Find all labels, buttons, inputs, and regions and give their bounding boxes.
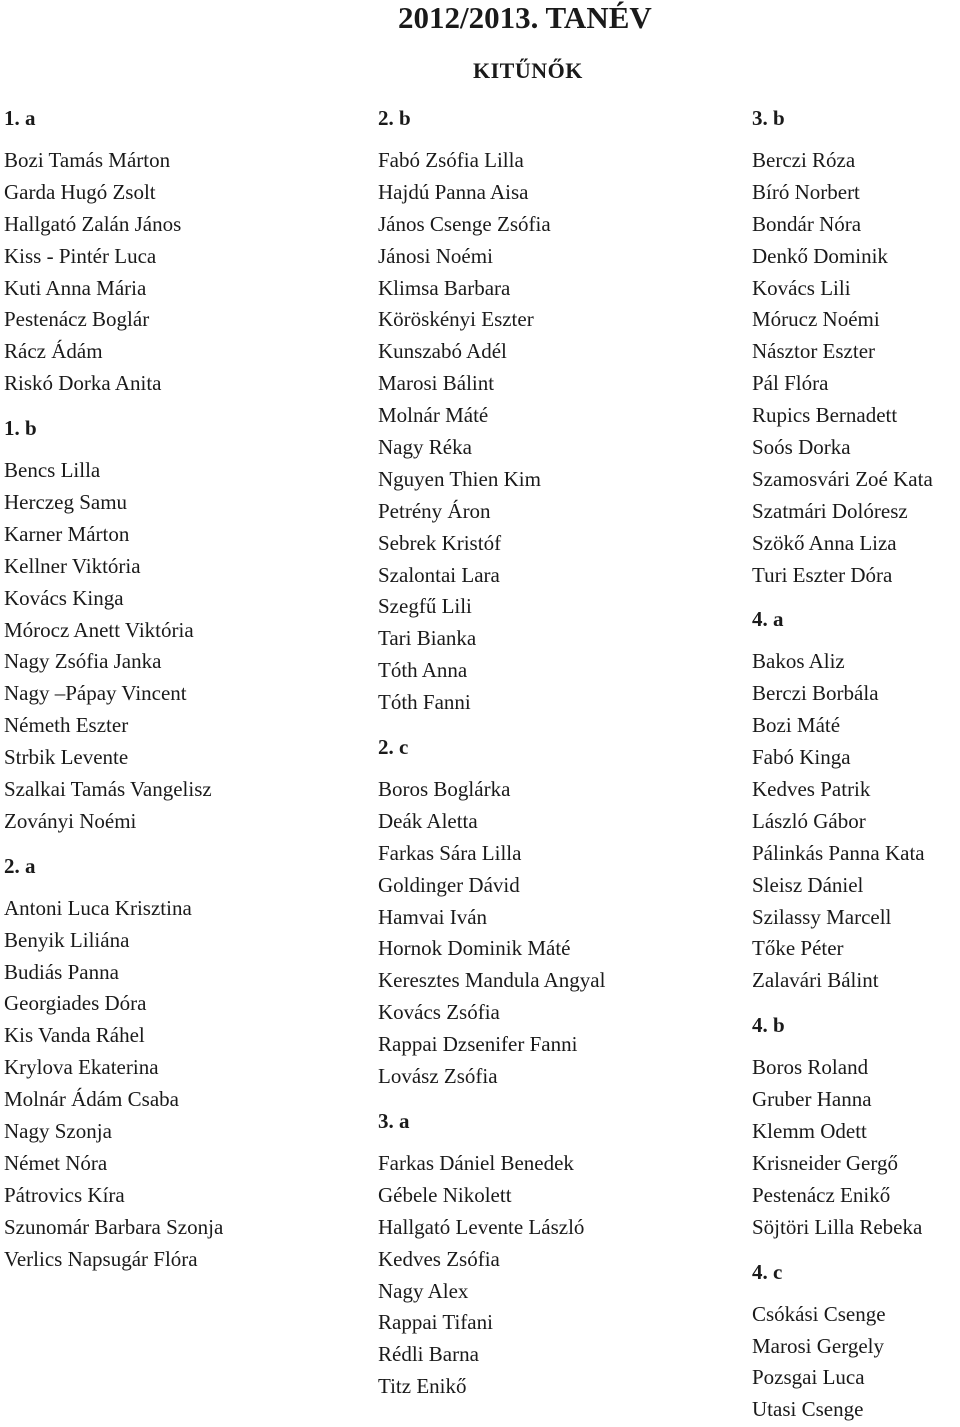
page-title: 2012/2013. TANÉV xyxy=(398,0,652,35)
student-name: Mórucz Noémi xyxy=(752,307,880,332)
student-name: Klimsa Barbara xyxy=(378,275,511,300)
student-name: Kovács Lili xyxy=(752,275,851,300)
student-name: Nagy Alex xyxy=(378,1278,469,1303)
student-name: Sebrek Kristóf xyxy=(378,530,502,555)
student-name: Nagy Szonja xyxy=(4,1119,112,1144)
class-heading: 2. b xyxy=(378,106,411,130)
student-name: Denkő Dominik xyxy=(752,243,888,268)
student-name: Kuti Anna Mária xyxy=(4,275,147,300)
class-section xyxy=(752,1009,933,1243)
class-heading: 1. b xyxy=(4,416,37,441)
student-name: Sleisz Dániel xyxy=(752,872,864,897)
student-name: Szamosvári Zoé Kata xyxy=(752,466,933,491)
student-name: Kis Vanda Ráhel xyxy=(4,1023,145,1048)
column-1 xyxy=(4,102,223,1276)
student-name: Rappai Tifani xyxy=(378,1310,493,1335)
student-list xyxy=(4,145,223,400)
student-name: Bencs Lilla xyxy=(4,458,101,483)
student-name: Molnár Ádám Csaba xyxy=(4,1087,179,1112)
class-heading: 4. b xyxy=(752,1013,785,1038)
student-name: Kedves Zsófia xyxy=(378,1246,500,1271)
student-list xyxy=(378,1148,605,1403)
student-name: Riskó Dorka Anita xyxy=(4,371,162,396)
class-heading: 2. a xyxy=(4,853,36,878)
student-name: Nagy Réka xyxy=(378,435,472,460)
student-name: Zalavári Bálint xyxy=(752,968,879,993)
student-name: Német Nóra xyxy=(4,1150,108,1175)
student-name: Nagy –Pápay Vincent xyxy=(4,681,187,706)
student-name: Bozi Tamás Márton xyxy=(4,148,171,172)
student-name: Bakos Aliz xyxy=(752,649,845,674)
student-name: Hallgató Levente László xyxy=(378,1214,585,1239)
column-2 xyxy=(378,102,605,1403)
student-name: Klemm Odett xyxy=(752,1119,867,1144)
class-section xyxy=(378,1105,605,1403)
student-name: Nguyen Thien Kim xyxy=(378,466,541,491)
student-name: Násztor Eszter xyxy=(752,339,876,364)
class-heading: 3. b xyxy=(752,106,785,130)
class-section xyxy=(752,1256,933,1427)
student-name: Kunszabó Adél xyxy=(378,339,507,364)
student-name: Szökő Anna Liza xyxy=(752,530,897,555)
class-heading: 4. a xyxy=(752,607,784,632)
student-name: Hajdú Panna Aisa xyxy=(378,179,529,204)
student-name: Strbik Levente xyxy=(4,745,129,770)
student-name: Molnár Máté xyxy=(378,403,489,428)
student-name: Rédli Barna xyxy=(378,1342,479,1367)
class-section xyxy=(4,412,223,838)
student-name: Lovász Zsófia xyxy=(378,1064,498,1089)
class-section xyxy=(378,102,605,719)
student-name: Boros Roland xyxy=(752,1055,869,1080)
student-name: Berczi Borbála xyxy=(752,681,879,706)
column-3 xyxy=(752,102,933,1426)
student-name: Szegfű Lili xyxy=(378,594,472,619)
student-name: Turi Eszter Dóra xyxy=(752,562,893,587)
student-name: Deák Aletta xyxy=(378,808,478,833)
student-name: Herczeg Samu xyxy=(4,490,128,515)
student-name: Marosi Bálint xyxy=(378,371,495,396)
student-name: Mórocz Anett Viktória xyxy=(4,617,194,642)
student-name: Tóth Anna xyxy=(378,658,468,683)
student-list xyxy=(752,1299,933,1427)
student-name: Kovács Zsófia xyxy=(378,1000,500,1025)
student-name: Hamvai Iván xyxy=(378,904,488,929)
student-name: Fabó Kinga xyxy=(752,745,851,770)
student-name: Zoványi Noémi xyxy=(4,808,137,833)
student-name: Farkas Sára Lilla xyxy=(378,840,522,865)
class-section xyxy=(4,850,223,1276)
student-list xyxy=(4,893,223,1276)
student-name: Pestenácz Boglár xyxy=(4,307,150,332)
student-name: Farkas Dániel Benedek xyxy=(378,1150,574,1175)
page-subtitle: KITŰNŐK xyxy=(473,58,583,83)
student-name: Szalkai Tamás Vangelisz xyxy=(4,777,212,802)
student-name: Rácz Ádám xyxy=(4,339,103,364)
student-name: Titz Enikő xyxy=(378,1374,467,1399)
student-name: Benyik Liliána xyxy=(4,927,130,952)
student-list xyxy=(4,455,223,838)
student-name: Rupics Bernadett xyxy=(752,403,898,428)
student-name: Soós Dorka xyxy=(752,435,851,460)
student-name: Kovács Kinga xyxy=(4,585,124,610)
student-name: Bozi Máté xyxy=(752,713,841,738)
student-list xyxy=(752,145,933,591)
class-heading: 1. a xyxy=(4,106,36,130)
student-name: Szunomár Barbara Szonja xyxy=(4,1214,224,1239)
student-name: Bíró Norbert xyxy=(752,179,860,204)
student-name: Budiás Panna xyxy=(4,959,119,984)
student-name: Fabó Zsófia Lilla xyxy=(378,148,524,172)
student-name: Söjtöri Lilla Rebeka xyxy=(752,1214,923,1239)
student-name: Karner Márton xyxy=(4,521,130,546)
student-name: Gruber Hanna xyxy=(752,1087,872,1112)
student-name: Kiss - Pintér Luca xyxy=(4,243,157,268)
student-name: Szilassy Marcell xyxy=(752,904,892,929)
student-name: Bondár Nóra xyxy=(752,211,862,236)
student-name: Antoni Luca Krisztina xyxy=(4,895,192,920)
student-name: Georgiades Dóra xyxy=(4,991,147,1016)
student-name: Nagy Zsófia Janka xyxy=(4,649,162,674)
student-list xyxy=(752,1052,933,1243)
student-name: Krisneider Gergő xyxy=(752,1150,898,1175)
student-name: Szatmári Dolóresz xyxy=(752,498,908,523)
student-name: Németh Eszter xyxy=(4,713,129,738)
student-name: Pálinkás Panna Kata xyxy=(752,840,925,865)
student-name: Jánosi Noémi xyxy=(378,243,493,268)
student-name: Gébele Nikolett xyxy=(378,1182,512,1207)
class-heading: 4. c xyxy=(752,1259,783,1284)
student-name: Tóth Fanni xyxy=(378,690,471,715)
class-heading: 3. a xyxy=(378,1108,410,1133)
class-section xyxy=(752,603,933,997)
student-name: Csókási Csenge xyxy=(752,1301,886,1326)
student-name: Pozsgai Luca xyxy=(752,1365,865,1390)
student-name: Marosi Gergely xyxy=(752,1333,884,1358)
student-name: Hornok Dominik Máté xyxy=(378,936,571,961)
student-name: Krylova Ekaterina xyxy=(4,1055,159,1080)
student-name: Utasi Csenge xyxy=(752,1397,864,1422)
student-name: Köröskényi Eszter xyxy=(378,307,534,332)
student-name: János Csenge Zsófia xyxy=(378,211,551,236)
class-section xyxy=(378,731,605,1093)
student-list xyxy=(378,774,605,1093)
class-section xyxy=(4,102,223,400)
student-list xyxy=(378,145,605,719)
student-name: Pál Flóra xyxy=(752,371,829,396)
student-name: Tari Bianka xyxy=(378,626,477,651)
student-name: Berczi Róza xyxy=(752,148,856,172)
student-name: Keresztes Mandula Angyal xyxy=(378,968,606,993)
student-list xyxy=(752,646,933,997)
student-name: Pátrovics Kíra xyxy=(4,1182,125,1207)
class-heading: 2. c xyxy=(378,735,409,760)
student-name: László Gábor xyxy=(752,808,866,833)
student-name: Tőke Péter xyxy=(752,936,844,961)
student-name: Szalontai Lara xyxy=(378,562,500,587)
student-name: Rappai Dzsenifer Fanni xyxy=(378,1032,578,1057)
class-section xyxy=(752,102,933,591)
student-name: Goldinger Dávid xyxy=(378,872,520,897)
student-name: Pestenácz Enikő xyxy=(752,1182,891,1207)
student-name: Kellner Viktória xyxy=(4,553,141,578)
student-name: Garda Hugó Zsolt xyxy=(4,179,156,204)
student-name: Petrény Áron xyxy=(378,498,491,523)
student-name: Kedves Patrik xyxy=(752,777,871,802)
student-name: Verlics Napsugár Flóra xyxy=(4,1246,198,1271)
student-name: Boros Boglárka xyxy=(378,777,511,802)
student-name: Hallgató Zalán János xyxy=(4,211,182,236)
